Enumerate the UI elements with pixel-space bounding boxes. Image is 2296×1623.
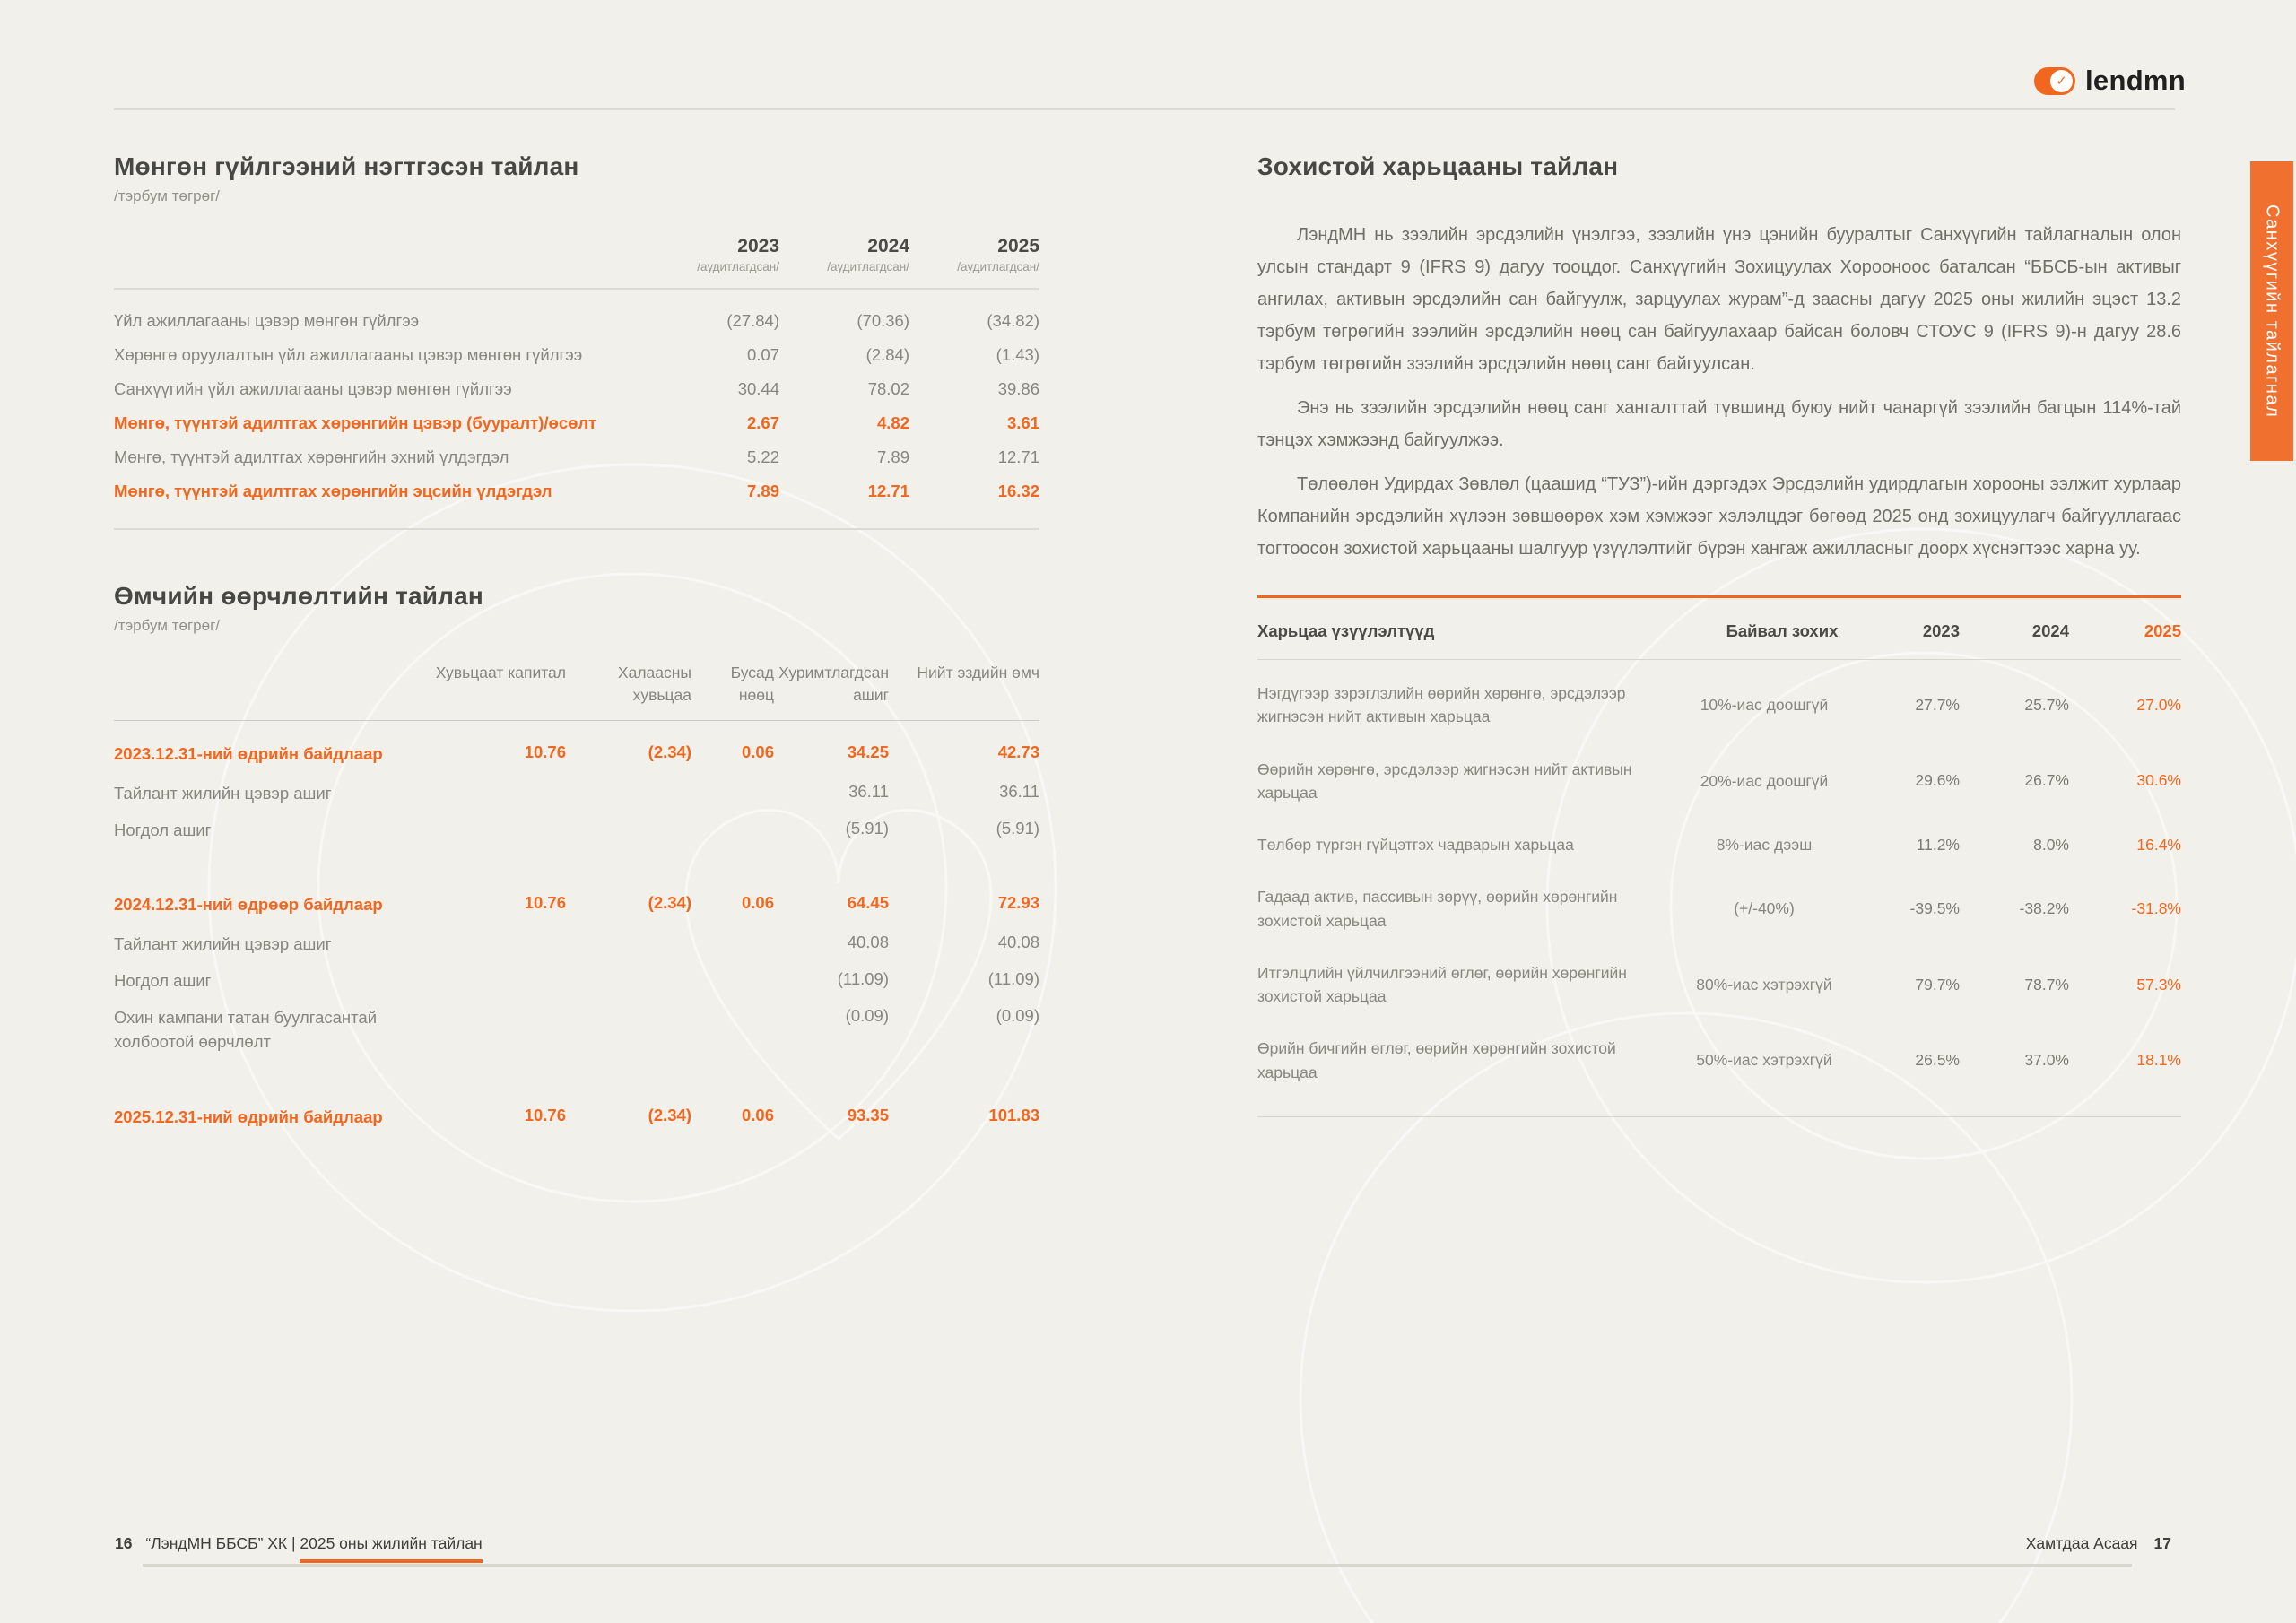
cashflow-title: Мөнгөн гүйлгээний нэгтгэсэн тайлан: [114, 152, 579, 180]
table-row: [114, 304, 1039, 338]
column-header: Хувьцаат капитал: [435, 664, 566, 681]
cell-value: 79.7%: [1915, 975, 1960, 994]
table-row: [1257, 743, 2181, 820]
cell-value: 93.35: [847, 1105, 889, 1124]
footer-right: [2026, 1534, 2171, 1553]
ratio-table-header: [1257, 621, 2181, 660]
table-row: [114, 963, 1039, 1000]
row-label: Нэгдүгээр зэрэглэлийн өөрийн хөрөнгө, эрсдэлээр жигнэсэн нийт активын харьцаа: [1257, 684, 1626, 726]
paragraph: Төлөөлөн Удирдах Зөвлөл (цаашид “ТУЗ”)-ийн дэргэдэх Эрсдэлийн удирдлагын хорооны ээлжит хурлаар Компанийн эрсдэлийн хүлээн зөвшөөрөх хэм хэмжээг хэлэлцдэг бөгөөд 2025 онд зохицуулагч байгууллагаас тогтоосон зохистой харьцааны шалгуур үзүүлэлтийг бүрэн хангаж ажилласныг доорх хүснэгтээс харна уу.: [1257, 474, 2181, 559]
row-label: Охин кампани татан буулгасантай холбоотой өөрчлөлт: [114, 1007, 378, 1051]
column-header: Халаасны хувьцаа: [617, 664, 691, 704]
equity-unit: /тэрбум төгрөг/: [114, 617, 220, 634]
required-value: (+/-40%): [1734, 899, 1795, 918]
cell-value: 42.73: [997, 742, 1039, 761]
table-row-highlight: [114, 884, 1039, 926]
cell-value: (1.43): [996, 345, 1039, 364]
table-row: [114, 812, 1039, 849]
row-label: Өөрийн хөрөнгө, эрсдэлээр жигнэсэн нийт активын харьцаа: [1257, 759, 1632, 802]
cell-value: 0.06: [741, 1105, 774, 1124]
row-label: Тайлант жилийн цэвэр ашиг: [114, 783, 332, 803]
footer-report-name: [145, 1534, 482, 1553]
audited-note: /аудитлагдсан/: [957, 260, 1039, 273]
footer-slogan: Хамтдаа Асаая: [2025, 1534, 2138, 1552]
cell-value: 101.83: [988, 1105, 1039, 1124]
ratio-paragraphs: [1257, 219, 2181, 565]
cell-value: 8.0%: [2033, 835, 2069, 854]
table-row: [1257, 871, 2181, 947]
row-label: Мөнгө, түүнтэй адилтгах хөрөнгийн эхний үлдэгдэл: [114, 447, 509, 466]
ratio-table-body: [1257, 660, 2181, 1098]
lendmn-logo-text: lendmn: [2085, 65, 2187, 96]
paragraph: Энэ нь зээлийн эрсдэлийн нөөц санг хангалттай түвшинд буюу нийт чанаргүй зээлийн багцын 114%-тай тэнцэх хэмжээнд байгуулжээ.: [1257, 398, 2181, 450]
cell-value: -38.2%: [2019, 899, 2069, 917]
cell-value: 10.76: [524, 893, 566, 913]
header-divider: [114, 108, 2175, 110]
required-value: 50%-иас хэтрэхгүй: [1696, 1051, 1832, 1070]
table-row: [1257, 1022, 2181, 1098]
equity-title: Өмчийн өөрчлөлтийн тайлан: [114, 582, 484, 610]
footer-report-year: 2025 оны жилийн тайлан: [300, 1534, 482, 1563]
cell-value: 26.7%: [2024, 771, 2069, 790]
required-value: 80%-иас хэтрэхгүй: [1696, 975, 1832, 994]
row-label: Мөнгө, түүнтэй адилтгах хөрөнгийн эцсийн үлдэгдэл: [114, 482, 552, 500]
row-label: 2024.12.31-ний өдрөөр байдлаар: [114, 895, 383, 915]
column-header: Байвал зохих: [1726, 621, 1839, 640]
cell-value: 40.08: [847, 933, 889, 952]
table-row-highlight: [114, 474, 1039, 508]
cell-value: 4.82: [876, 413, 909, 432]
cashflow-table-body: [114, 290, 1039, 530]
page-number-left: 16: [115, 1534, 133, 1552]
table-row: [114, 440, 1039, 474]
column-year: 2023: [1922, 621, 1960, 640]
cell-value: 7.89: [746, 482, 779, 500]
section-tab-label: Санхүүгийн тайлагнал: [2262, 204, 2283, 419]
cell-value: (2.34): [648, 742, 691, 761]
row-label: Хөрөнгө оруулалтын үйл ажиллагааны цэвэр мөнгөн гүйлгээ: [114, 345, 583, 364]
cell-value: 0.06: [741, 893, 774, 913]
audited-note: /аудитлагдсан/: [697, 260, 779, 273]
column-year: 2025: [997, 236, 1039, 256]
cell-value: 27.7%: [1915, 695, 1960, 714]
column-year: 2024: [2031, 621, 2069, 640]
footer-company: “ЛэндМН ББСБ” ХК |: [145, 1534, 300, 1552]
column-header: Харьцаа үзүүлэлтүүд: [1257, 621, 1435, 640]
cell-value: (2.34): [648, 893, 691, 913]
lendmn-logo: [2034, 65, 2186, 97]
column-header: Бусад нөөц: [730, 664, 774, 704]
cell-value: (0.09): [845, 1005, 889, 1025]
cell-value: (5.91): [845, 818, 889, 838]
cell-value: (70.36): [857, 311, 909, 330]
table-row: [1257, 667, 2181, 743]
table-row: [1257, 947, 2181, 1023]
cell-value: (34.82): [987, 311, 1039, 330]
cell-value: 5.22: [746, 447, 779, 466]
paragraph: ЛэндМН нь зээлийн эрсдэлийн үнэлгээ, зээлийн үнэ цэнийн бууралтыг Санхүүгийн тайлагналын олон улсын стандарт 9 (IFRS 9) дагуу тооцдог. Санхүүгийн Зохицуулах Хорооноос баталсан “ББСБ-ын активыг ангилах, активын эрсдэлийн сан байгуулж, зарцуулах журам”-д заасны дагуу 2025 оны жилийн эцэст 13.2 тэрбум төгрөгийн зээлийн эрсдэлийн нөөц сан байгуулахаар байсан боловч СТОУС 9 (IFRS 9)-н дагуу 28.6 тэрбум төгрөгийн зээлийн эрсдэлийн нөөц санг байгуулсан.: [1257, 225, 2181, 374]
cell-value: 3.61: [1006, 413, 1039, 432]
row-label: Тайлант жилийн цэвэр ашиг: [114, 934, 332, 954]
cell-value-current: 16.4%: [2136, 835, 2181, 854]
cashflow-table: [114, 236, 1039, 530]
cell-value: 12.71: [997, 447, 1039, 466]
cell-value: 10.76: [524, 742, 566, 761]
cell-value: 10.76: [524, 1105, 566, 1124]
table-row: [114, 1000, 1039, 1061]
table-row: [114, 372, 1039, 406]
table-row-highlight: [114, 1097, 1039, 1139]
cell-value: 30.44: [737, 379, 779, 398]
table-row: [1257, 819, 2181, 871]
table-row: [114, 338, 1039, 372]
column-year-current: 2025: [2144, 621, 2181, 640]
required-value: 10%-иас доошгүй: [1700, 696, 1829, 715]
cell-value-current: 27.0%: [2136, 695, 2181, 714]
row-label: Мөнгө, түүнтэй адилтгах хөрөнгийн цэвэр (бууралт)/өсөлт: [114, 413, 597, 432]
row-label: Итгэлцлийн үйлчилгээний өглөг, өөрийн хөрөнгийн зохистой харьцаа: [1257, 963, 1627, 1005]
cell-value: (5.91): [996, 818, 1039, 838]
cell-value-current: -31.8%: [2131, 899, 2181, 917]
column-year: 2024: [867, 236, 909, 256]
cell-value: 12.71: [867, 482, 909, 500]
row-label: Гадаад актив, пассивын зөрүү, өөрийн хөрөнгийн зохистой харьцаа: [1257, 888, 1618, 930]
cell-value: 40.08: [997, 933, 1039, 952]
cell-value-current: 57.3%: [2136, 975, 2181, 994]
lendmn-logo-mark: [2034, 67, 2075, 95]
column-header: Хуримтлагдсан ашиг: [778, 664, 889, 704]
ratio-table-bottom-rule: [1257, 1116, 2181, 1117]
cell-value: 25.7%: [2024, 695, 2069, 714]
cell-value: 72.93: [997, 893, 1039, 913]
footer-left: [115, 1534, 483, 1553]
cell-value: -39.5%: [1909, 899, 1960, 917]
cell-value: 34.25: [847, 742, 889, 761]
cell-value: (2.84): [865, 345, 909, 364]
row-label: 2025.12.31-ний өдрийн байдлаар: [114, 1107, 383, 1126]
cell-value: 36.11: [848, 781, 889, 801]
cell-value: 36.11: [999, 781, 1039, 801]
cell-value: 0.07: [746, 345, 779, 364]
ratio-title: Зохистой харьцааны тайлан: [1257, 152, 1619, 180]
cell-value: 26.5%: [1915, 1051, 1960, 1069]
row-label: Санхүүгийн үйл ажиллагааны цэвэр мөнгөн гүйлгээ: [114, 379, 512, 398]
cell-value: (2.34): [648, 1105, 691, 1124]
row-label: Өрийн бичгийн өглөг, өөрийн хөрөнгийн зохистой харьцаа: [1257, 1039, 1616, 1081]
table-row: [114, 926, 1039, 963]
required-value: 20%-иас доошгүй: [1700, 771, 1829, 790]
left-page-column: [114, 152, 1039, 1138]
cell-value: 78.7%: [2024, 975, 2069, 994]
equity-table-header: [114, 662, 1039, 721]
required-value: 8%-иас дээш: [1716, 836, 1813, 854]
cell-value-current: 30.6%: [2136, 771, 2181, 790]
row-label: Ногдол ашиг: [114, 971, 212, 991]
row-label: 2023.12.31-ний өдрийн байдлаар: [114, 744, 383, 763]
cell-value: (11.09): [837, 969, 889, 989]
cell-value: 29.6%: [1915, 771, 1960, 790]
table-row-highlight: [114, 406, 1039, 440]
page-number-right: 17: [2153, 1534, 2171, 1552]
footer-divider: [143, 1564, 2132, 1567]
cell-value: 2.67: [746, 413, 779, 432]
table-row-highlight: [114, 733, 1039, 776]
ratio-table-top-rule: [1257, 595, 2181, 598]
row-label: Ногдол ашиг: [114, 820, 212, 839]
cell-value: 78.02: [867, 379, 909, 398]
cell-value: (27.84): [726, 311, 779, 330]
cashflow-unit: /тэрбум төгрөг/: [114, 187, 220, 204]
cell-value: 11.2%: [1916, 835, 1960, 854]
right-page-column: [1257, 152, 2181, 1117]
cell-value: 39.86: [997, 379, 1039, 398]
cell-value: 37.0%: [2024, 1051, 2069, 1069]
row-label: Төлбөр түргэн гүйцэтгэх чадварын харьцаа: [1257, 836, 1574, 854]
equity-table-body: [114, 721, 1039, 1138]
cell-value: (11.09): [987, 969, 1039, 989]
cell-value: 64.45: [847, 893, 889, 913]
table-row: [114, 776, 1039, 812]
cashflow-table-header: [114, 236, 1039, 290]
section-tab-financial-reporting: [2250, 161, 2293, 461]
column-header: Нийт эздийн өмч: [917, 664, 1039, 681]
column-year: 2023: [737, 236, 779, 256]
cell-value: (0.09): [996, 1005, 1039, 1025]
cell-value: 16.32: [997, 482, 1039, 500]
cell-value-current: 18.1%: [2136, 1051, 2181, 1069]
cell-value: 7.89: [876, 447, 909, 466]
row-label: Үйл ажиллагааны цэвэр мөнгөн гүйлгээ: [114, 311, 420, 330]
check-icon: ✓: [2050, 70, 2073, 92]
audited-note: /аудитлагдсан/: [827, 260, 909, 273]
equity-section: [114, 582, 1039, 1138]
cell-value: 0.06: [741, 742, 774, 761]
